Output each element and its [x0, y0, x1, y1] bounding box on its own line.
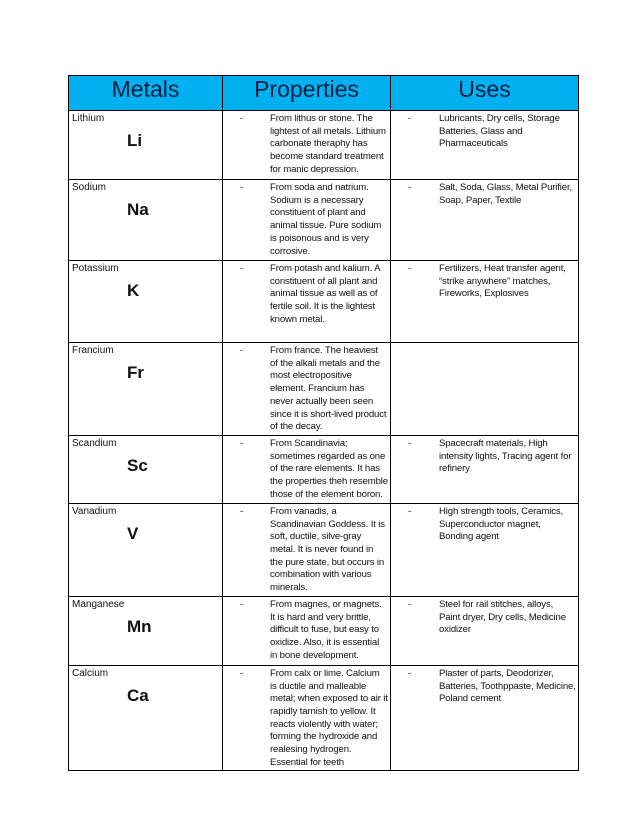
metal-symbol: Fr [127, 363, 144, 382]
properties-cell [223, 503, 391, 596]
table-row [69, 596, 579, 665]
properties-text: From lithus or stone. The lightest of all metals. Lithium carbonate theraphy has become standard treatment for manic depression. [270, 113, 386, 175]
bullet-dash: - [240, 598, 244, 610]
properties-text: From france. The heaviest of the alkali metals and the most electropositive element. Francium has never actually been seen since it is short-lived product of the decay. [270, 345, 387, 433]
metal-cell [69, 503, 223, 596]
header-uses: Uses [391, 76, 579, 111]
metal-symbol: Li [127, 131, 143, 150]
uses-cell [391, 343, 579, 436]
uses-cell [391, 596, 579, 665]
bullet-dash: - [408, 437, 412, 449]
properties-text: From potash and kalium. A constituent of all plant and animal tissue as well as of fertile soil. It is the lightest known metal. [270, 263, 380, 325]
table-row [69, 503, 579, 596]
uses-text: Salt, Soda, Glass, Metal Purifier, Soap, Paper, Textile [439, 182, 573, 206]
metals-table [68, 75, 579, 771]
table-row [69, 180, 579, 261]
table-row [69, 343, 579, 436]
uses-cell [391, 435, 579, 503]
uses-text: Lubricants, Dry cells, Storage Batteries, Glass and Pharmaceuticals [439, 113, 560, 150]
uses-cell [391, 503, 579, 596]
metal-cell [69, 435, 223, 503]
metal-cell [69, 665, 223, 771]
bullet-dash: - [240, 667, 244, 679]
uses-text: Spacecraft materials, High intensity lights, Tracing agent for refinery [439, 437, 572, 475]
properties-cell [223, 111, 391, 180]
uses-cell [391, 665, 579, 771]
table-row [69, 261, 579, 343]
bullet-dash: - [408, 667, 412, 679]
properties-cell [223, 180, 391, 261]
bullet-dash: - [240, 263, 244, 274]
metal-symbol: K [127, 281, 140, 300]
metal-cell [69, 343, 223, 436]
metal-symbol: Ca [127, 685, 149, 705]
uses-cell [391, 111, 579, 180]
bullet-dash: - [240, 505, 244, 517]
bullet-dash: - [408, 113, 412, 124]
header-metals: Metals [69, 76, 223, 111]
properties-text: From magnes, or magnets. It is hard and very brittle, difficult to fuse, but easy to oxidize. Also, it is essential in bone development. [270, 598, 382, 661]
metal-name: Francium [72, 345, 114, 356]
properties-cell [223, 343, 391, 436]
properties-cell [223, 261, 391, 343]
bullet-dash: - [240, 113, 244, 124]
uses-text: Fertilizers, Heat transfer agent, “strike anywhere” matches, Fireworks, Explosives [439, 263, 566, 300]
bullet-dash: - [408, 598, 412, 610]
bullet-dash: - [408, 182, 412, 193]
properties-text: From soda and natrium. Sodium is a necessary constituent of plant and animal tissue. Pure sodium is poisonous and is very corrosive. [270, 182, 382, 257]
metal-symbol: Sc [127, 455, 148, 475]
properties-text: From Scandinavia; sometimes regarded as one of the rare elements. It has the properties theh resemble those of the element boron. [270, 437, 388, 500]
bullet-dash: - [408, 505, 412, 517]
bullet-dash: - [240, 182, 244, 193]
properties-cell [223, 596, 391, 665]
properties-cell [223, 435, 391, 503]
metal-name: Vanadium [72, 505, 117, 517]
properties-text: From calx or lime. Calcium is ductile and malleable metal; when exposed to air it rapidly tarnish to yellow. It reacts violently with water; forming the hydroxide and realesing hydrogen. Essential for teeth [270, 667, 388, 768]
metal-name: Lithium [72, 113, 105, 124]
uses-cell [391, 261, 579, 343]
bullet-dash: - [408, 263, 412, 274]
uses-cell [391, 180, 579, 261]
uses-text: Plaster of parts, Deodorizer, Batteries, Toothppaste, Medicine, Poland cement [439, 667, 576, 705]
metal-cell [69, 261, 223, 343]
metal-name: Sodium [72, 182, 106, 193]
table-row [69, 111, 579, 180]
metal-cell [69, 111, 223, 180]
metal-cell [69, 180, 223, 261]
metal-name: Calcium [72, 667, 109, 679]
table-row [69, 665, 579, 771]
header-properties: Properties [223, 76, 391, 111]
metal-symbol: Mn [127, 616, 152, 636]
metal-name: Manganese [72, 598, 125, 610]
table-row [69, 435, 579, 503]
metal-symbol: V [127, 523, 139, 543]
bullet-dash: - [240, 345, 244, 356]
uses-text: High strength tools, Ceramics, Superconductor magnet, Bonding agent [439, 505, 563, 543]
metal-symbol: Na [127, 200, 149, 219]
properties-text: From vanadis, a Scandinavian Goddess. It is soft, ductile, silve-gray metal. It is never found in the pure state, but occurs in combination with various minerals. [270, 505, 385, 594]
bullet-dash: - [240, 437, 244, 449]
metal-name: Potassium [72, 263, 119, 274]
metal-cell [69, 596, 223, 665]
metal-name: Scandium [72, 437, 117, 449]
uses-text: Steel for rail stitches, alloys, Paint dryer, Dry cells, Medicine oxidizer [439, 598, 566, 636]
properties-cell [223, 665, 391, 771]
header-row [69, 76, 579, 111]
